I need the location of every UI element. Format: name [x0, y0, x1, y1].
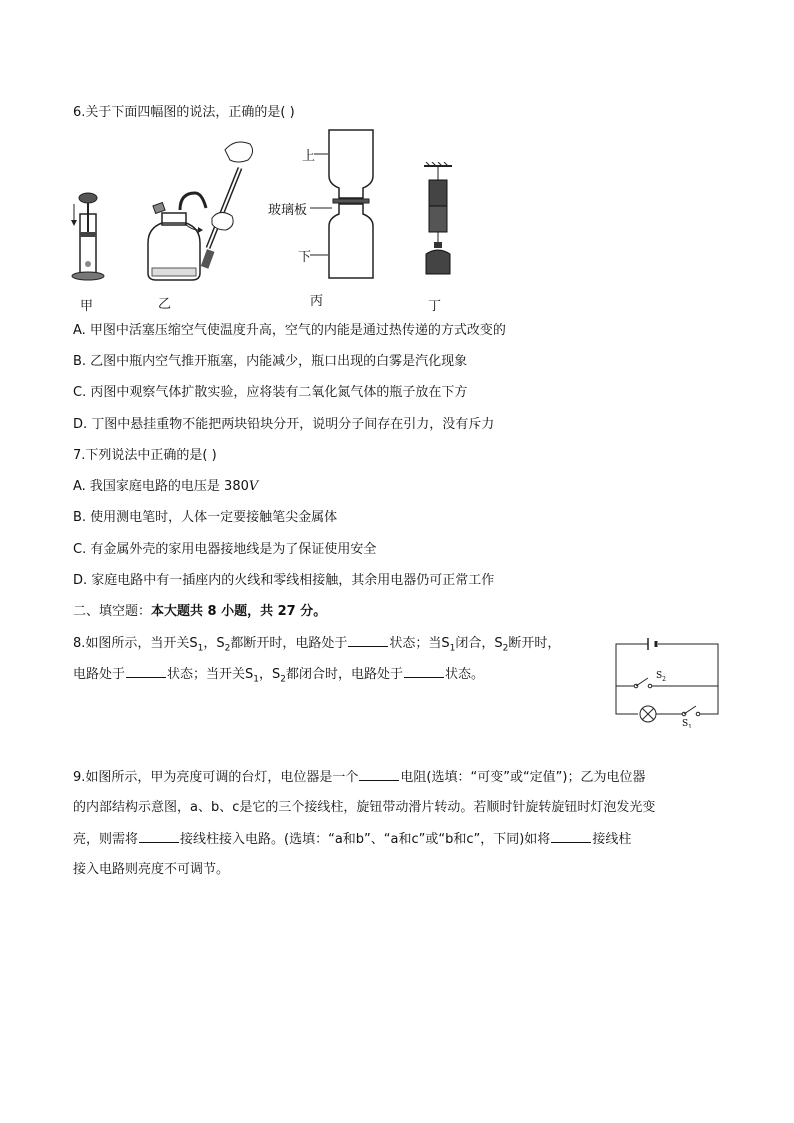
q9-line-4: 接入电路则亮度不可调节。	[73, 862, 230, 877]
answer-blank[interactable]	[404, 665, 444, 678]
answer-blank[interactable]	[348, 634, 388, 647]
q8-circuit-diagram	[612, 634, 724, 728]
q6-option-c: C. 丙图中观察气体扩散实验，应将装有二氧化氮气体的瓶子放在下方	[73, 385, 468, 400]
q9-line-2: 的内部结构示意图，a、b、c是它的三个接线柱，旋钮带动滑片转动。若顺时针旋转旋钮时灯泡发光变	[73, 800, 656, 815]
q8-text: 电路处于	[73, 667, 126, 682]
q7-option-b: B. 使用测电笔时，人体一定要接触笔尖金属体	[73, 510, 338, 525]
circuit-label-s1: $S_1$	[682, 719, 692, 728]
q9-text: 电阻(选填：“可变”或“定值”)；乙为电位器	[400, 770, 646, 785]
bing-bottom-leader	[310, 254, 328, 256]
q7-option-a	[73, 478, 258, 496]
answer-blank[interactable]	[139, 830, 179, 843]
q9-line-3	[73, 830, 631, 849]
section-header	[73, 603, 326, 621]
q6-option-d: D. 丁图中悬挂重物不能把两块铅块分开，说明分子间存在引力，没有斥力	[73, 417, 495, 432]
sub: 2	[280, 674, 287, 685]
sub: 2	[224, 643, 231, 654]
q7-option-d: D. 家庭电路中有一插座内的火线和零线相接触，其余用电器仍可正常工作	[73, 573, 495, 588]
sub: 1	[253, 674, 260, 685]
label-bing: 丙	[310, 294, 324, 309]
figure-bing	[325, 128, 377, 286]
sub: 2	[502, 643, 509, 654]
answer-blank[interactable]	[551, 830, 591, 843]
q8-text: ，S	[259, 667, 281, 682]
circuit-label-s2: $S_2$	[656, 671, 666, 683]
q9-text: 亮，则需将	[73, 832, 139, 847]
section-prefix: 二、填空题：	[73, 604, 152, 619]
label-bing-glass: 玻璃板	[268, 203, 308, 218]
q8-text: 都闭合时，电路处于	[286, 667, 404, 682]
q9-line-1	[73, 768, 646, 787]
section-summary: 本大题共 8 小题，共 27 分。	[151, 604, 327, 619]
q9-text: 接线柱	[592, 832, 632, 847]
answer-blank[interactable]	[126, 665, 166, 678]
q9-text: 9.如图所示，甲为亮度可调的台灯，电位器是一个	[73, 770, 359, 785]
q8-text: ，S	[203, 636, 225, 651]
figure-ding	[420, 162, 456, 280]
q8-line-2	[73, 665, 484, 689]
label-bing-bottom: 下	[298, 250, 312, 265]
q8-text: 断开时，	[508, 636, 561, 651]
sub: 1	[449, 643, 456, 654]
q9-text: 接线柱接入电路。(选填：“a和b”、“a和c”或“b和c”，下同)如将	[180, 832, 551, 847]
label-ding: 丁	[428, 299, 442, 314]
sub: 1	[197, 643, 204, 654]
q8-line-1	[73, 634, 560, 658]
q8-text: 8.如图所示，当开关S	[73, 636, 198, 651]
q7-stem: 7.下列说法中正确的是( )	[73, 448, 217, 463]
q7-option-a-text: A. 我国家庭电路的电压是 380	[73, 479, 249, 494]
bing-top-leader	[314, 153, 328, 155]
q8-text: 状态；当S	[389, 636, 450, 651]
q6-option-b: B. 乙图中瓶内空气推开瓶塞，内能减少，瓶口出现的白雾是汽化现象	[73, 354, 468, 369]
answer-blank[interactable]	[359, 768, 399, 781]
bing-glass-leader	[310, 207, 332, 209]
q7-option-c: C. 有金属外壳的家用电器接地线是为了保证使用安全	[73, 542, 377, 557]
q8-text: 都断开时，电路处于	[230, 636, 348, 651]
q8-text: 状态；当开关S	[167, 667, 254, 682]
q6-stem: 6.关于下面四幅图的说法，正确的是( )	[73, 105, 295, 120]
q8-text: 状态。	[445, 667, 485, 682]
q7-option-a-unit: V	[248, 479, 259, 494]
q6-option-a: A. 甲图中活塞压缩空气使温度升高，空气的内能是通过热传递的方式改变的	[73, 323, 506, 338]
label-jia: 甲	[80, 299, 94, 314]
figure-jia	[68, 192, 108, 284]
label-bing-top: 上	[302, 149, 316, 164]
figure-yi	[140, 138, 260, 283]
label-yi: 乙	[158, 297, 172, 312]
q8-text: 闭合，S	[455, 636, 503, 651]
